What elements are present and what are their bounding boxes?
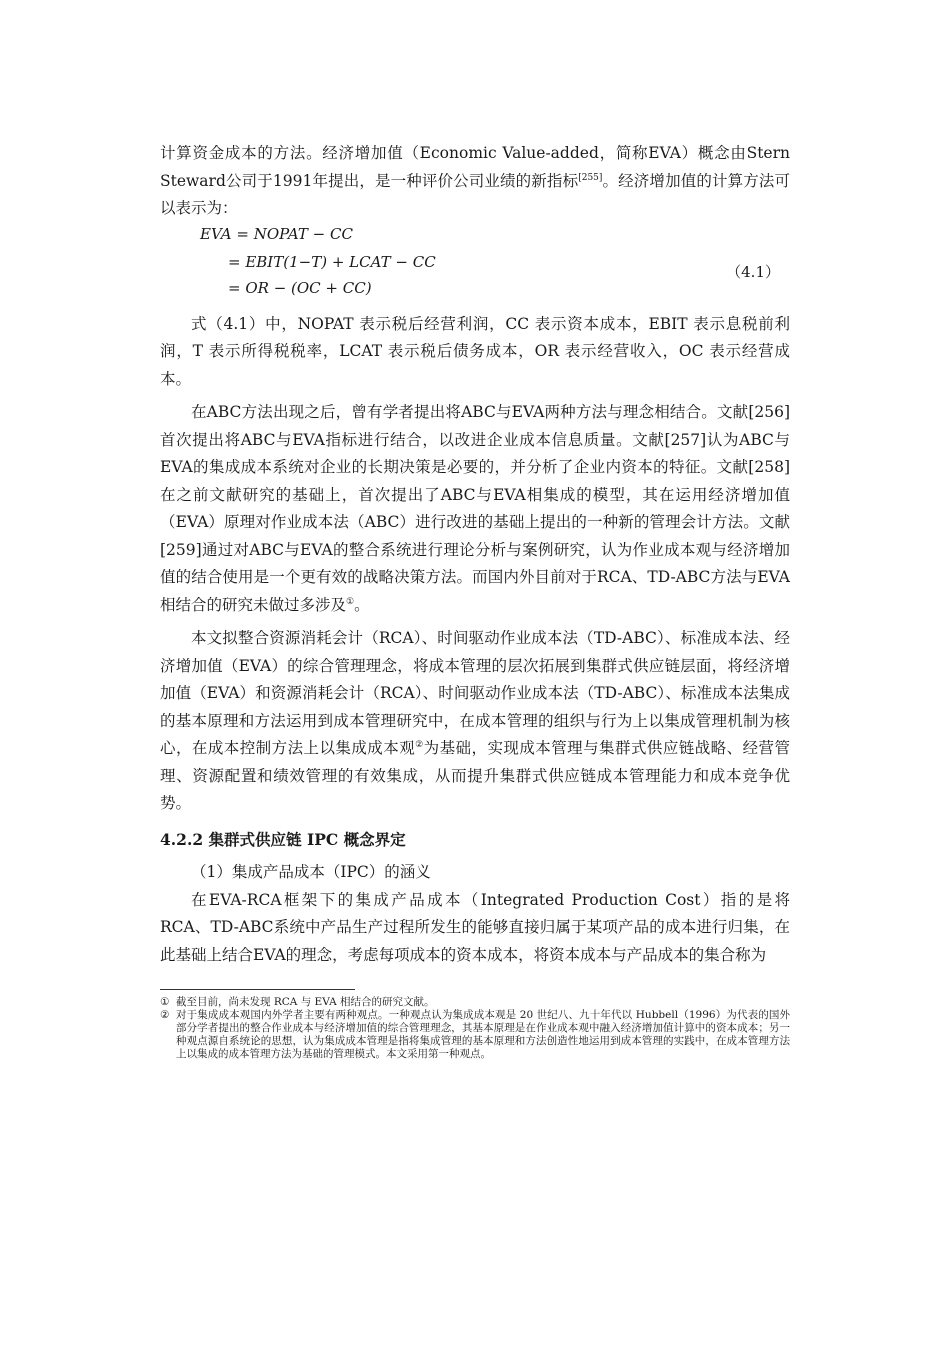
paragraph-variables: 式（4.1）中，NOPAT 表示税后经营利润，CC 表示资本成本，EBIT 表示息税前利润，T 表示所得税税率，LCAT 表示税后债务成本，OR 表示经营收入，OC 表示经营成本。	[160, 314, 790, 388]
equation-number: （4.1）	[726, 262, 780, 281]
paragraph-eva-intro	[160, 140, 790, 223]
equation-line-2: = EBIT(1−T) + LCAT − CC	[228, 252, 436, 271]
citation-ref: [255]	[578, 172, 603, 183]
subsection-heading: （1）集成产品成本（IPC）的涵义	[191, 863, 431, 881]
paragraph-literature	[160, 399, 790, 619]
section-heading: 4.2.2 集群式供应链 IPC 概念界定	[160, 829, 406, 849]
footnote-marker: ②	[415, 739, 424, 750]
footnote-mark: ①	[160, 996, 170, 1008]
equation-block	[160, 225, 790, 305]
footnote-text: 截至目前，尚未发现 RCA 与 EVA 相结合的研究文献。	[176, 996, 435, 1008]
paragraph-text: 计算资金成本的方法。经济增加值（Economic Value-added，简称EVA）概念由Stern Steward公司于1991年提出，是一种评价公司业绩的新指标	[160, 144, 790, 190]
paragraph-text: 本文拟整合资源消耗会计（RCA）、时间驱动作业成本法（TD-ABC）、标准成本法、经济增加值（EVA）的综合管理理念，将成本管理的层次拓展到集群式供应链层面，将经济增加值（EVA）和资源消耗会计（RCA）、时间驱动作业成本法（TD-ABC）、标准成本法集成的基本原理和方法运用到成本管理研究中，在成本管理的组织与行为上以集成管理机制为核心，在成本控制方法上以集成成本观	[160, 629, 790, 757]
paragraph-text: 。经济增加值的计算方法可以表示为：	[160, 171, 790, 217]
footnote-1	[160, 996, 790, 1009]
paragraph-approach	[160, 625, 790, 818]
paragraph-ipc: 在EVA-RCA框架下的集成产品成本（Integrated Production Cost）指的是将RCA、TD-ABC系统中产品生产过程所发生的能够直接归属于某项产品的成本进行归集，在此基础上结合EVA的理念，考虑每项成本的资本成本，将资本成本与产品成本的集合称为	[160, 890, 790, 964]
equation-line-3: = OR − (OC + CC)	[228, 278, 372, 297]
footnote-2	[160, 1009, 790, 1061]
document-page	[160, 140, 790, 1061]
footnote-divider	[160, 989, 355, 990]
paragraph-text: 为基础，实现成本管理与集群式供应链战略、经营管理、资源配置和绩效管理的有效集成，从而提升集群式供应链成本管理能力和成本竞争优势。	[160, 739, 790, 812]
footnote-mark: ②	[160, 1009, 170, 1021]
paragraph-text: 。	[354, 595, 370, 614]
equation-line-1: EVA = NOPAT − CC	[200, 224, 353, 243]
paragraph-text: 在ABC方法出现之后，曾有学者提出将ABC与EVA两种方法与理念相结合。文献[256]首次提出将ABC与EVA指标进行结合，以改进企业成本信息质量。文献[257]认为ABC与EVA的集成成本系统对企业的长期决策是必要的，并分析了企业内资本的特征。文献[258]在之前文献研究的基础上，首次提出了ABC与EVA相集成的模型，其在运用经济增加值（EVA）原理对作业成本法（ABC）进行改进的基础上提出的一种新的管理会计方法。文献[259]通过对ABC与EVA的整合系统进行理论分析与案例研究，认为作业成本观与经济增加值的结合使用是一个更有效的战略决策方法。而国内外目前对于RCA、TD-ABC方法与EVA相结合的研究未做过多涉及	[160, 403, 790, 614]
footnote-text: 对于集成成本观国内外学者主要有两种观点。一种观点认为集成成本观是 20 世纪八、九十年代以 Hubbell（1996）为代表的国外部分学者提出的整合作业成本与经济增加值的综合管理理念，其基本原理是在作业成本观中融入经济增加值计算中的资本成本；另一种观点源自系统论的思想，认为集成成本管理是指将集成管理的基本原理和方法创造性地运用到成本管理的实践中，在成本管理方法上以集成的成本管理方法为基础的管理模式。本文采用第一种观点。	[176, 1009, 790, 1060]
footnote-marker: ①	[346, 596, 355, 607]
